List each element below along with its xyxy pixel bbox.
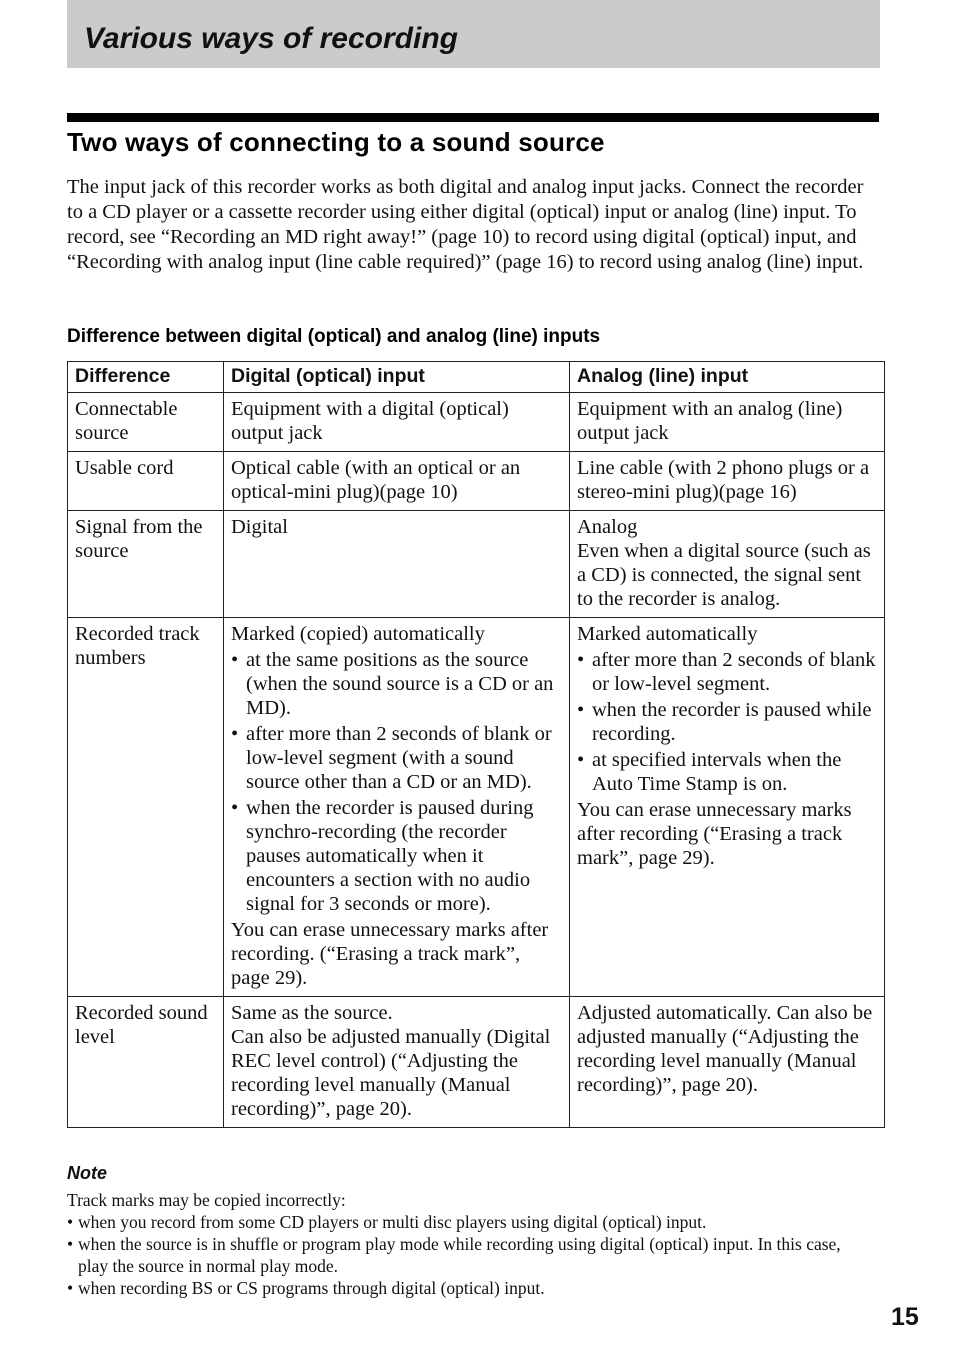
- row-label: Connectable source: [68, 393, 224, 452]
- cell-lead: Analog: [577, 516, 638, 538]
- table-row: [68, 393, 885, 452]
- note-item-text: when you record from some CD players or multi disc players using digital (optical) input.: [78, 1212, 707, 1232]
- note-list: [67, 1211, 867, 1299]
- table-row: [68, 618, 885, 997]
- digital-cell: [224, 452, 570, 511]
- header-digital: Digital (optical) input: [224, 362, 570, 393]
- bullet-list: [577, 648, 877, 796]
- section-title: Two ways of connecting to a sound source: [67, 127, 605, 157]
- bullet-glyph: •: [67, 1212, 74, 1232]
- note-item-text: when the source is in shuffle or program play mode while recording using digital (optical) input. In this case, play the source in normal play mode.: [78, 1234, 841, 1276]
- list-item: [577, 698, 877, 746]
- cell-lead: Marked automatically: [577, 623, 758, 645]
- table-row: [68, 511, 885, 618]
- cell-lead: Same as the source.: [231, 1002, 393, 1024]
- cell-lead: Line cable (with 2 phono plugs or a stereo-mini plug)(page 16): [577, 457, 870, 503]
- cell-lead: Digital: [231, 516, 288, 538]
- bullet-text: after more than 2 seconds of blank or low-level segment (with a sound source other than a CD or an MD).: [246, 723, 552, 793]
- table-row: [68, 452, 885, 511]
- note-body: [67, 1189, 867, 1299]
- bullet-text: at the same positions as the source (when the sound source is a CD or an MD).: [246, 649, 554, 719]
- header-difference: Difference: [68, 362, 224, 393]
- cell-lead: Optical cable (with an optical or an optical-mini plug)(page 10): [231, 457, 521, 503]
- digital-cell: [224, 393, 570, 452]
- table-title: Difference between digital (optical) and analog (line) inputs: [67, 326, 601, 347]
- table-header-row: [68, 362, 885, 393]
- row-label: Signal from the source: [68, 511, 224, 618]
- bullet-glyph: •: [231, 649, 239, 671]
- note-item: [67, 1277, 867, 1299]
- list-item: [577, 748, 877, 796]
- row-label: Recorded sound level: [68, 997, 224, 1128]
- analog-cell: [570, 452, 885, 511]
- list-item: [231, 796, 562, 916]
- bullet-glyph: •: [577, 699, 585, 721]
- bullet-list: [231, 648, 562, 916]
- bullet-glyph: •: [67, 1234, 74, 1254]
- cell-tail: You can erase unnecessary marks after recording. (“Erasing a track mark”, page 29).: [231, 919, 549, 989]
- bullet-text: after more than 2 seconds of blank or low-level segment.: [592, 649, 876, 695]
- note-item: [67, 1233, 867, 1277]
- digital-cell: [224, 511, 570, 618]
- bullet-glyph: •: [577, 749, 585, 771]
- bullet-text: when the recorder is paused during synchro-recording (the recorder pauses automatically when it encounters a section with no audio signal for 3 seconds or more).: [246, 797, 534, 915]
- cell-lead: Adjusted automatically. Can also be adjusted manually (“Adjusting the recording level manually (Manual recording)”, page 20).: [577, 1002, 873, 1096]
- analog-cell: [570, 997, 885, 1128]
- analog-cell: [570, 393, 885, 452]
- table-row: [68, 997, 885, 1128]
- digital-cell: [224, 618, 570, 997]
- list-item: [577, 648, 877, 696]
- analog-cell: [570, 511, 885, 618]
- cell-tail: Can also be adjusted manually (Digital REC level control) (“Adjusting the recording level manually (Manual recording)”, page 20).: [231, 1026, 551, 1120]
- bullet-glyph: •: [577, 649, 585, 671]
- row-label: Recorded track numbers: [68, 618, 224, 997]
- cell-lead: Equipment with an analog (line) output jack: [577, 398, 843, 444]
- note-item-text: when recording BS or CS programs through digital (optical) input.: [78, 1278, 545, 1298]
- row-label: Usable cord: [68, 452, 224, 511]
- cell-tail: You can erase unnecessary marks after recording (“Erasing a track mark”, page 29).: [577, 799, 852, 869]
- intro-paragraph: The input jack of this recorder works as both digital and analog input jacks. Connect the recorder to a CD player or a cassette recorder using either digital (optical) input or analog (line) input. To record, see “Recording an MD right away!” (page 10) to record using digital (optical) input, and “Recording with analog input (line cable required)” (page 16) to record using analog (line) input.: [67, 176, 864, 273]
- section-rule: [67, 113, 879, 122]
- note-intro: Track marks may be copied incorrectly:: [67, 1190, 346, 1210]
- chapter-title: Various ways of recording: [84, 22, 458, 55]
- cell-lead: Equipment with a digital (optical) output jack: [231, 398, 509, 444]
- bullet-text: when the recorder is paused while recording.: [592, 699, 872, 745]
- analog-cell: [570, 618, 885, 997]
- bullet-glyph: •: [67, 1278, 74, 1298]
- list-item: [231, 648, 562, 720]
- bullet-text: at specified intervals when the Auto Time Stamp is on.: [592, 749, 842, 795]
- cell-lead: Marked (copied) automatically: [231, 623, 485, 645]
- list-item: [231, 722, 562, 794]
- digital-cell: [224, 997, 570, 1128]
- note-title: Note: [67, 1163, 107, 1183]
- page-number: 15: [891, 1303, 919, 1331]
- header-analog: Analog (line) input: [570, 362, 885, 393]
- bullet-glyph: •: [231, 797, 239, 819]
- note-item: [67, 1211, 867, 1233]
- bullet-glyph: •: [231, 723, 239, 745]
- cell-tail: Even when a digital source (such as a CD) is connected, the signal sent to the recorder is analog.: [577, 540, 871, 610]
- comparison-table: [67, 361, 885, 1128]
- chapter-banner: [67, 0, 880, 68]
